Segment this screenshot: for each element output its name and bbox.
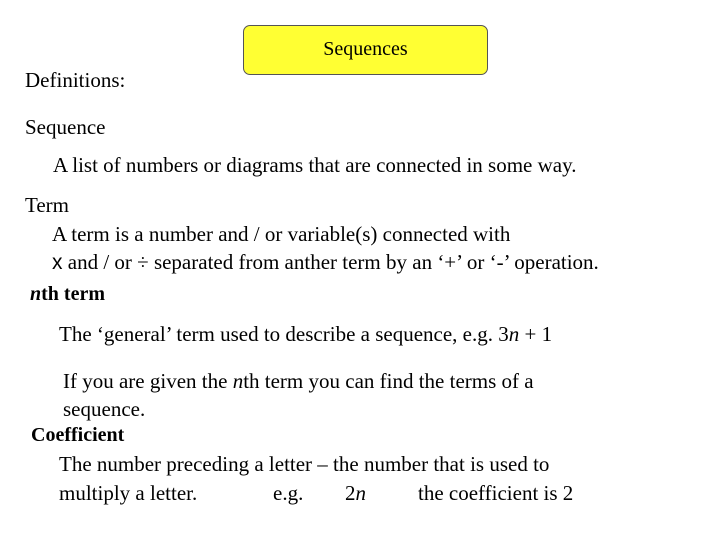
coefficient-eg-value: [345, 481, 366, 506]
sequence-heading: Sequence: [25, 115, 106, 139]
nth-given-line1: [63, 369, 534, 394]
term-text-a: and / or: [62, 250, 138, 274]
times-symbol: x: [52, 251, 63, 274]
title-box: [243, 25, 488, 75]
nth-given-n: n: [232, 369, 244, 393]
coefficient-eg-label: e.g.: [273, 481, 304, 505]
nth-rest: th term: [41, 283, 105, 305]
coefficient-line2-text: multiply a letter.: [59, 481, 198, 505]
coefficient-line1: The number preceding a letter – the number that is used to: [59, 452, 550, 476]
nth-general-suffix: + 1: [519, 322, 553, 346]
nth-term-heading: [30, 283, 105, 306]
divide-symbol: ÷: [137, 250, 149, 274]
term-text-b: separated from anther term by an ‘+’ or ‘-’ operation.: [148, 250, 599, 274]
term-heading: Term: [25, 193, 70, 217]
coefficient-eg-num: 2: [345, 481, 356, 505]
definitions-label: Definitions:: [25, 68, 126, 92]
nth-general-definition: [59, 322, 552, 347]
nth-given-line2: sequence.: [63, 397, 146, 421]
nth-n: n: [30, 283, 42, 305]
nth-general-prefix: The ‘general’ term used to describe a sequence, e.g. 3: [59, 322, 509, 346]
coefficient-eg-n: n: [355, 481, 366, 505]
nth-general-n: n: [508, 322, 520, 346]
nth-given-suffix: th term you can find the terms of a: [243, 369, 534, 393]
page-title: Sequences: [323, 38, 408, 60]
term-definition-line2: [52, 250, 599, 275]
term-definition-line1: A term is a number and / or variable(s) connected with: [52, 222, 511, 246]
coefficient-eg-result: the coefficient is 2: [418, 481, 574, 505]
nth-given-prefix: If you are given the: [63, 369, 233, 393]
coefficient-heading: Coefficient: [31, 424, 125, 446]
sequence-definition: A list of numbers or diagrams that are connected in some way.: [53, 153, 577, 177]
